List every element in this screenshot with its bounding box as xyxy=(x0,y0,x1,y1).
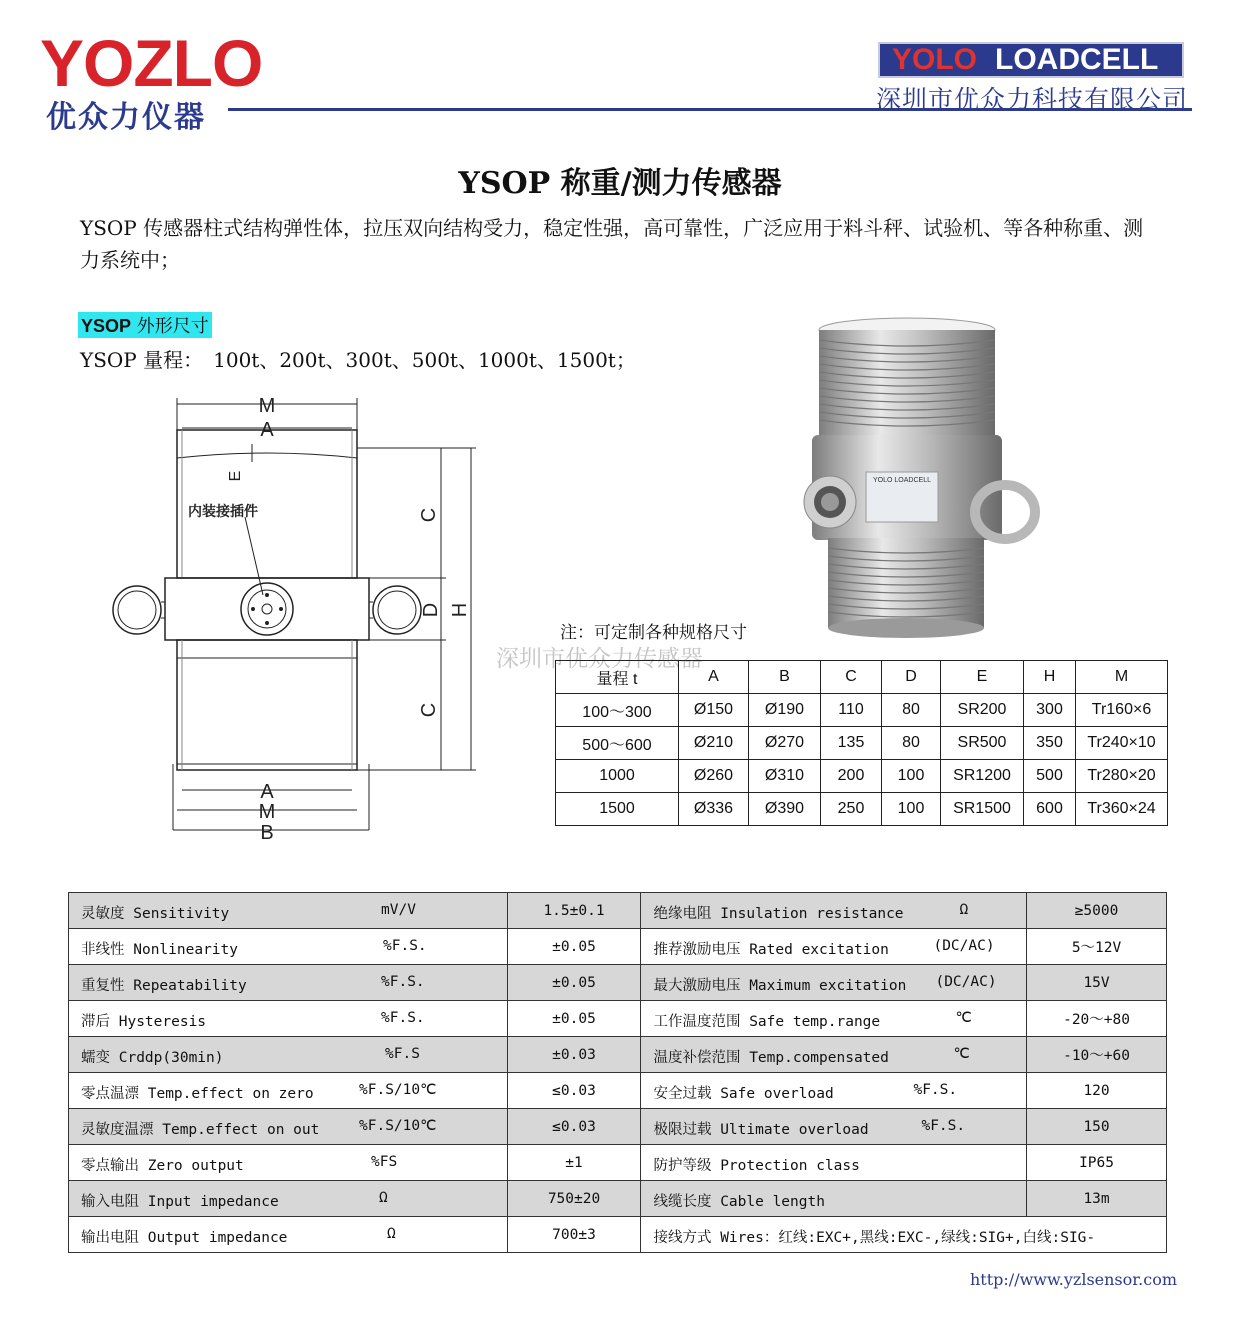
table-cell: 100 xyxy=(882,760,941,793)
spec-name: 蠕变 Crddp(30min) xyxy=(81,1050,224,1066)
page-title: YSOP 称重/测力传感器 xyxy=(458,166,782,201)
spec-unit: %F.S. xyxy=(381,1010,425,1026)
table-cell: Tr360×24 xyxy=(1076,793,1168,826)
brand-box xyxy=(878,42,1184,78)
spec-name: 零点输出 Zero output xyxy=(81,1158,244,1174)
col-d: D xyxy=(882,661,941,694)
table-cell: 100 xyxy=(882,793,941,826)
spec-value: -20～+80 xyxy=(1027,1001,1167,1037)
dimension-heading-model: YSOP xyxy=(81,316,132,336)
brand-part1: YOLO xyxy=(892,43,978,76)
table-cell: SR500 xyxy=(941,727,1024,760)
table-cell: 350 xyxy=(1024,727,1076,760)
spec-name: 安全过载 Safe overload xyxy=(653,1086,834,1102)
wiring-info: 接线方式 Wires：红线:EXC+,黑线:EXC-,绿线:SIG+,白线:SIG- xyxy=(653,1230,1096,1246)
table-cell: 200 xyxy=(821,760,882,793)
photo-label: YOLO LOADCELL xyxy=(873,477,931,484)
spec-value: ±0.05 xyxy=(507,1001,641,1037)
custom-size-note: 注：可定制各种规格尺寸 xyxy=(560,623,747,643)
watermark: 深圳市优众力传感器 xyxy=(496,646,703,672)
logo: YOZLO xyxy=(40,26,263,100)
spec-unit: %F.S. xyxy=(913,1082,958,1098)
table-row xyxy=(69,1145,1167,1181)
spec-value: ≥5000 xyxy=(1027,893,1167,929)
dim-label-c-top: C xyxy=(418,507,440,523)
dim-label-e: E xyxy=(227,470,244,482)
col-e: E xyxy=(941,661,1024,694)
table-cell: Tr160×6 xyxy=(1076,694,1168,727)
dim-label-a-bottom: A xyxy=(260,781,274,803)
spec-unit: mV/V xyxy=(381,902,416,918)
col-c: C xyxy=(821,661,882,694)
table-row xyxy=(69,893,1167,929)
table-cell: 80 xyxy=(882,694,941,727)
dimension-heading xyxy=(78,312,212,338)
spec-name: 推荐激励电压 Rated excitation xyxy=(653,942,889,958)
col-m: M xyxy=(1076,661,1168,694)
table-cell: 110 xyxy=(821,694,882,727)
table-cell: Ø336 xyxy=(679,793,749,826)
table-cell: Ø270 xyxy=(749,727,821,760)
dim-label-m-bottom: M xyxy=(258,801,276,823)
dimension-drawing xyxy=(100,390,500,850)
table-cell: SR1500 xyxy=(941,793,1024,826)
spec-unit: ℃ xyxy=(953,1046,970,1062)
table-cell: 80 xyxy=(882,727,941,760)
logo-subtitle: 优众力仪器 xyxy=(46,100,206,135)
table-row xyxy=(69,1001,1167,1037)
spec-value: IP65 xyxy=(1027,1145,1167,1181)
website-link[interactable]: http://www.yzlsensor.com xyxy=(970,1270,1178,1289)
spec-name: 零点温漂 Temp.effect on zero xyxy=(81,1086,314,1102)
spec-name: 非线性 Nonlinearity xyxy=(81,942,238,958)
dim-label-c-bottom: C xyxy=(418,702,440,718)
spec-name: 极限过载 Ultimate overload xyxy=(653,1122,869,1138)
table-cell: 600 xyxy=(1024,793,1076,826)
spec-unit: ℃ xyxy=(955,1010,972,1026)
table-cell: Ø190 xyxy=(749,694,821,727)
table-row xyxy=(69,1217,1167,1253)
dim-label-d: D xyxy=(420,602,442,618)
table-cell: Ø310 xyxy=(749,760,821,793)
table-row xyxy=(556,760,1168,793)
table-cell: 500～600 xyxy=(556,727,679,760)
spec-name: 绝缘电阻 Insulation resistance xyxy=(653,906,904,922)
dimension-heading-text: 外形尺寸 xyxy=(136,316,209,337)
table-cell: Tr240×10 xyxy=(1076,727,1168,760)
company-name: 深圳市优众力科技有限公司 xyxy=(876,85,1189,114)
spec-value: ±1 xyxy=(507,1145,641,1181)
spec-unit: %F.S/10℃ xyxy=(359,1118,437,1134)
table-cell: 135 xyxy=(821,727,882,760)
dim-label-b: B xyxy=(260,822,274,844)
col-range: 量程 t xyxy=(556,661,679,694)
col-b: B xyxy=(749,661,821,694)
table-cell: 1500 xyxy=(556,793,679,826)
table-row xyxy=(69,1037,1167,1073)
spec-unit: (DC/AC) xyxy=(935,974,997,990)
col-a: A xyxy=(679,661,749,694)
spec-value: ≤0.03 xyxy=(507,1109,641,1145)
spec-name: 输入电阻 Input impedance xyxy=(81,1194,279,1210)
spec-unit: Ω xyxy=(387,1226,396,1242)
spec-value: 750±20 xyxy=(507,1181,641,1217)
spec-value: 120 xyxy=(1027,1073,1167,1109)
spec-unit: %F.S/10℃ xyxy=(359,1082,437,1098)
spec-name: 线缆长度 Cable length xyxy=(653,1194,825,1210)
spec-value: 700±3 xyxy=(507,1217,641,1253)
table-cell: 500 xyxy=(1024,760,1076,793)
spec-unit: Ω xyxy=(379,1190,388,1206)
table-cell: Ø210 xyxy=(679,727,749,760)
spec-name: 灵敏度 Sensitivity xyxy=(81,906,230,922)
range-line: YSOP 量程： 100t、200t、300t、500t、1000t、1500t； xyxy=(80,348,636,372)
spec-name: 滞后 Hysteresis xyxy=(81,1014,207,1030)
dim-label-m-top: M xyxy=(258,395,276,417)
table-cell: 250 xyxy=(821,793,882,826)
dimension-table-header xyxy=(556,661,1168,694)
spec-value: ±0.03 xyxy=(507,1037,641,1073)
table-row xyxy=(556,793,1168,826)
spec-name: 工作温度范围 Safe temp.range xyxy=(653,1014,881,1030)
table-cell: SR200 xyxy=(941,694,1024,727)
connector-label: 内装接插件 xyxy=(188,504,258,520)
table-cell: 100～300 xyxy=(556,694,679,727)
spec-unit: %F.S. xyxy=(381,974,425,990)
spec-name: 温度补偿范围 Temp.compensated xyxy=(653,1050,889,1066)
table-row xyxy=(69,1181,1167,1217)
spec-value: 13m xyxy=(1027,1181,1167,1217)
spec-value: 150 xyxy=(1027,1109,1167,1145)
product-photo xyxy=(790,300,1060,650)
spec-value: 1.5±0.1 xyxy=(507,893,641,929)
table-cell: Ø390 xyxy=(749,793,821,826)
dimension-table xyxy=(555,660,1168,826)
table-cell: 300 xyxy=(1024,694,1076,727)
spec-name: 重复性 Repeatability xyxy=(81,978,247,994)
table-cell: 1000 xyxy=(556,760,679,793)
intro-text: YSOP 传感器柱式结构弹性体，拉压双向结构受力，稳定性强，高可靠性，广泛应用于料斗秤、试验机、等各种称重、测力系统中； xyxy=(80,216,1144,272)
spec-unit: Ω xyxy=(959,902,969,918)
spec-unit: %FS xyxy=(371,1154,398,1170)
table-row xyxy=(69,1073,1167,1109)
spec-name: 防护等级 Protection class xyxy=(653,1158,860,1174)
col-h: H xyxy=(1024,661,1076,694)
table-cell: SR1200 xyxy=(941,760,1024,793)
spec-value: -10～+60 xyxy=(1027,1037,1167,1073)
table-cell: Tr280×20 xyxy=(1076,760,1168,793)
table-cell: Ø150 xyxy=(679,694,749,727)
spec-unit: %F.S. xyxy=(921,1118,966,1134)
spec-unit: %F.S xyxy=(385,1046,420,1062)
table-row xyxy=(556,727,1168,760)
spec-value: 5～12V xyxy=(1027,929,1167,965)
spec-value: ≤0.03 xyxy=(507,1073,641,1109)
table-row xyxy=(69,1109,1167,1145)
spec-unit: (DC/AC) xyxy=(933,938,995,954)
table-row xyxy=(69,965,1167,1001)
spec-unit: %F.S. xyxy=(383,938,427,954)
spec-value: 15V xyxy=(1027,965,1167,1001)
dim-label-a-top: A xyxy=(260,419,274,441)
spec-value: ±0.05 xyxy=(507,929,641,965)
table-row xyxy=(556,694,1168,727)
spec-name: 输出电阻 Output impedance xyxy=(81,1230,288,1246)
table-row xyxy=(69,929,1167,965)
brand-part2: LOADCELL xyxy=(995,43,1159,76)
spec-table xyxy=(68,892,1167,1253)
spec-name: 灵敏度温漂 Temp.effect on out xyxy=(81,1122,320,1138)
spec-value: ±0.05 xyxy=(507,965,641,1001)
spec-name: 最大激励电压 Maximum excitation xyxy=(653,978,907,994)
dim-label-h: H xyxy=(449,602,471,618)
table-cell: Ø260 xyxy=(679,760,749,793)
